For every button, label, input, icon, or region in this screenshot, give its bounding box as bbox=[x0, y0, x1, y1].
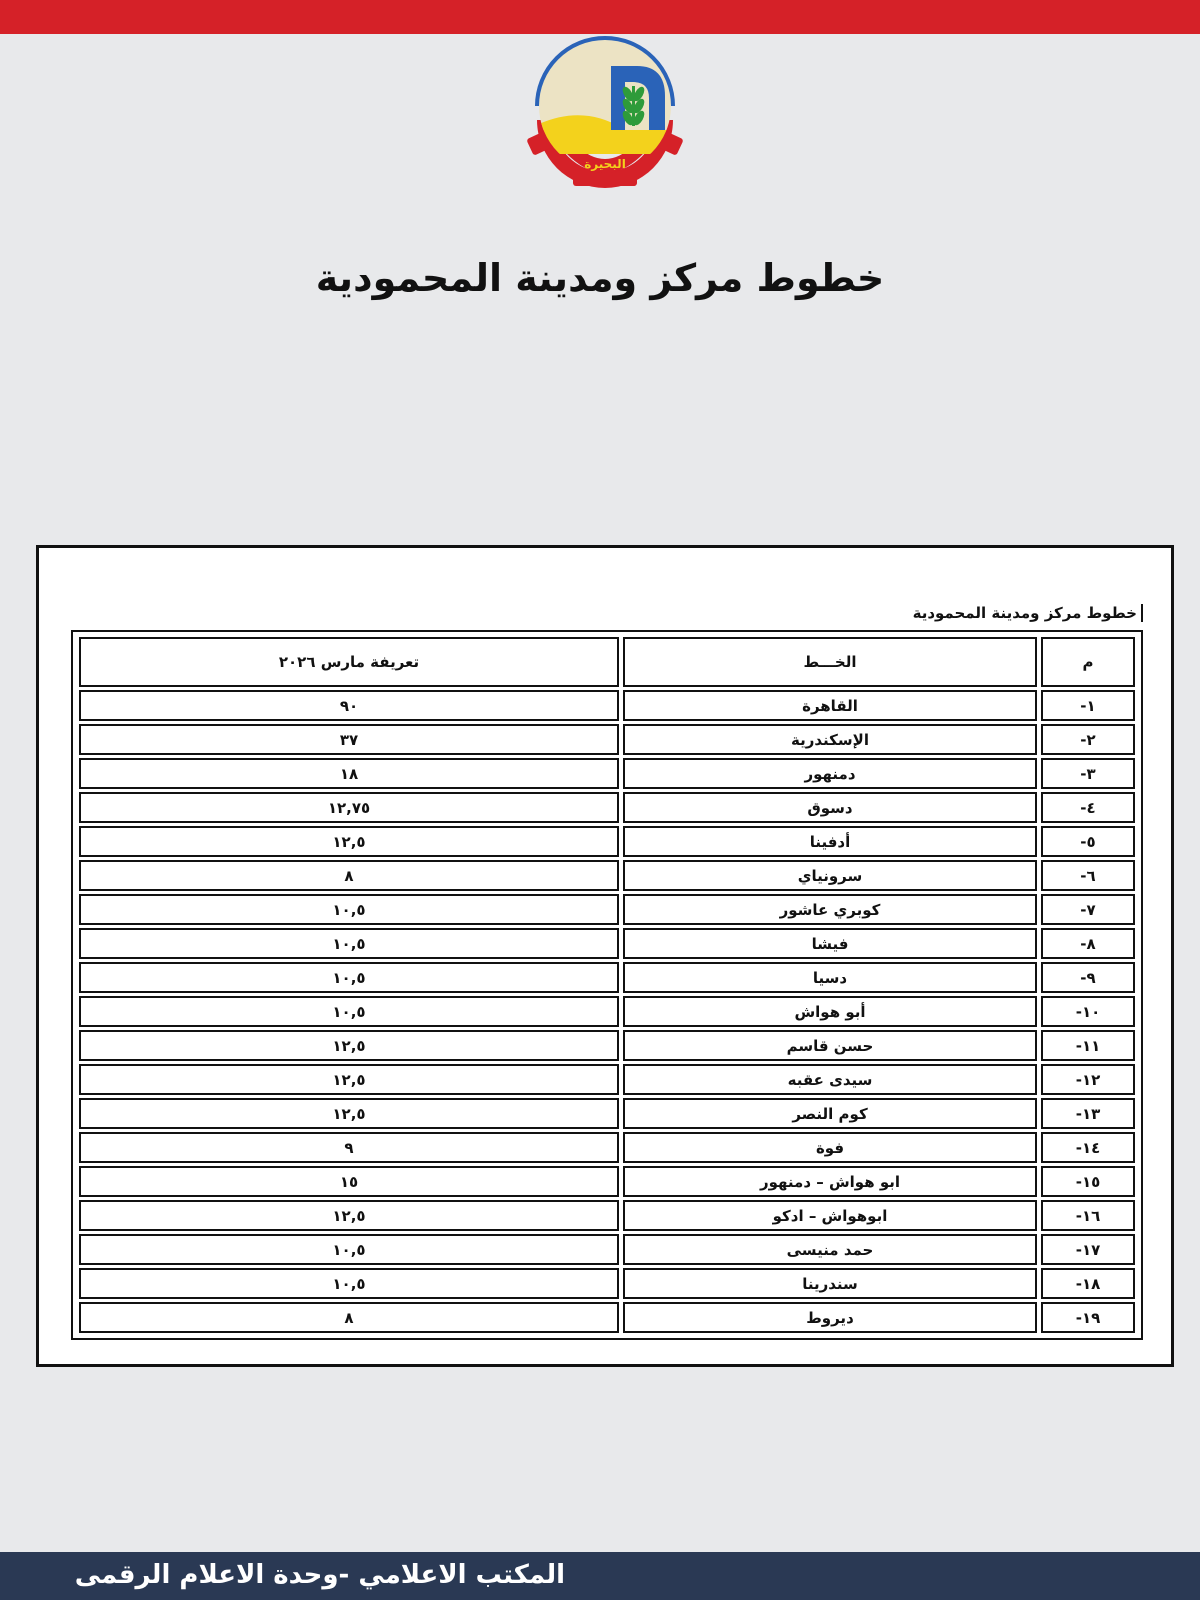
top-accent-bar bbox=[0, 0, 1200, 34]
table-row bbox=[79, 1200, 1135, 1231]
table-row bbox=[79, 1064, 1135, 1095]
table-header-row bbox=[79, 637, 1135, 687]
page-title: خطوط مركز ومدينة المحمودية bbox=[315, 256, 885, 300]
row-number: ٩- bbox=[1041, 962, 1135, 993]
row-fare: ١٠,٥ bbox=[79, 928, 619, 959]
footer-text: المكتب الاعلامي -وحدة الاعلام الرقمى bbox=[74, 1560, 565, 1590]
row-fare: ١٢,٥ bbox=[79, 826, 619, 857]
table-row bbox=[79, 894, 1135, 925]
row-number: ١٣- bbox=[1041, 1098, 1135, 1129]
row-number: ١١- bbox=[1041, 1030, 1135, 1061]
table-row bbox=[79, 1268, 1135, 1299]
logo-label: البحيرة bbox=[584, 157, 626, 171]
row-fare: ٨ bbox=[79, 860, 619, 891]
table-row bbox=[79, 724, 1135, 755]
scanned-document bbox=[36, 545, 1174, 1367]
table-row bbox=[79, 1098, 1135, 1129]
table-row bbox=[79, 690, 1135, 721]
table-row bbox=[79, 1234, 1135, 1265]
row-line-name: دسيا bbox=[623, 962, 1037, 993]
col-header-line: الخـــط bbox=[623, 637, 1037, 687]
fares-table bbox=[75, 634, 1139, 1336]
row-number: ٣- bbox=[1041, 758, 1135, 789]
table-row bbox=[79, 1030, 1135, 1061]
row-fare: ٩٠ bbox=[79, 690, 619, 721]
row-number: ٢- bbox=[1041, 724, 1135, 755]
row-line-name: كوم النصر bbox=[623, 1098, 1037, 1129]
table-row bbox=[79, 1132, 1135, 1163]
row-line-name: سرونياي bbox=[623, 860, 1037, 891]
row-number: ٤- bbox=[1041, 792, 1135, 823]
table-row bbox=[79, 860, 1135, 891]
table-row bbox=[79, 758, 1135, 789]
row-line-name: الإسكندرية bbox=[623, 724, 1037, 755]
table-row bbox=[79, 826, 1135, 857]
row-fare: ١٠,٥ bbox=[79, 894, 619, 925]
row-line-name: أبو هواش bbox=[623, 996, 1037, 1027]
row-number: ٨- bbox=[1041, 928, 1135, 959]
row-line-name: دمنهور bbox=[623, 758, 1037, 789]
row-number: ٧- bbox=[1041, 894, 1135, 925]
row-fare: ١٨ bbox=[79, 758, 619, 789]
table-body bbox=[79, 690, 1135, 1333]
row-number: ١٨- bbox=[1041, 1268, 1135, 1299]
table-row bbox=[79, 1166, 1135, 1197]
row-line-name: سندرينا bbox=[623, 1268, 1037, 1299]
footer-bar bbox=[0, 1552, 1200, 1600]
table-row bbox=[79, 962, 1135, 993]
row-fare: ٣٧ bbox=[79, 724, 619, 755]
row-number: ١٥- bbox=[1041, 1166, 1135, 1197]
row-number: ١- bbox=[1041, 690, 1135, 721]
row-line-name: كوبري عاشور bbox=[623, 894, 1037, 925]
table-row bbox=[79, 1302, 1135, 1333]
row-number: ٥- bbox=[1041, 826, 1135, 857]
row-number: ٦- bbox=[1041, 860, 1135, 891]
row-fare: ١٢,٥ bbox=[79, 1200, 619, 1231]
row-number: ١٧- bbox=[1041, 1234, 1135, 1265]
document-caption: خطوط مركز ومدينة المحمودية bbox=[913, 604, 1143, 622]
row-line-name: فوة bbox=[623, 1132, 1037, 1163]
beheira-logo bbox=[525, 34, 685, 192]
row-line-name: أدفينا bbox=[623, 826, 1037, 857]
row-number: ١٤- bbox=[1041, 1132, 1135, 1163]
col-header-fare: تعريفة مارس ٢٠٢٦ bbox=[79, 637, 619, 687]
row-line-name: ابوهواش – ادكو bbox=[623, 1200, 1037, 1231]
fares-table-wrapper bbox=[71, 630, 1143, 1340]
row-fare: ١٠,٥ bbox=[79, 1268, 619, 1299]
row-fare: ١٠,٥ bbox=[79, 1234, 619, 1265]
table-row bbox=[79, 928, 1135, 959]
row-line-name: ابو هواش – دمنهور bbox=[623, 1166, 1037, 1197]
row-fare: ١٢,٥ bbox=[79, 1098, 619, 1129]
row-fare: ٩ bbox=[79, 1132, 619, 1163]
row-number: ١٢- bbox=[1041, 1064, 1135, 1095]
row-fare: ١٠,٥ bbox=[79, 962, 619, 993]
row-fare: ١٠,٥ bbox=[79, 996, 619, 1027]
table-row bbox=[79, 792, 1135, 823]
row-number: ١٠- bbox=[1041, 996, 1135, 1027]
row-fare: ١٢,٥ bbox=[79, 1064, 619, 1095]
row-fare: ٨ bbox=[79, 1302, 619, 1333]
row-fare: ١٥ bbox=[79, 1166, 619, 1197]
row-number: ١٦- bbox=[1041, 1200, 1135, 1231]
row-fare: ١٢,٧٥ bbox=[79, 792, 619, 823]
row-line-name: دسوق bbox=[623, 792, 1037, 823]
row-line-name: القاهرة bbox=[623, 690, 1037, 721]
row-line-name: حسن قاسم bbox=[623, 1030, 1037, 1061]
row-line-name: فيشا bbox=[623, 928, 1037, 959]
row-fare: ١٢,٥ bbox=[79, 1030, 619, 1061]
col-header-num: م bbox=[1041, 637, 1135, 687]
row-line-name: حمد منيسى bbox=[623, 1234, 1037, 1265]
row-line-name: سيدى عقبه bbox=[623, 1064, 1037, 1095]
row-line-name: ديروط bbox=[623, 1302, 1037, 1333]
table-row bbox=[79, 996, 1135, 1027]
row-number: ١٩- bbox=[1041, 1302, 1135, 1333]
